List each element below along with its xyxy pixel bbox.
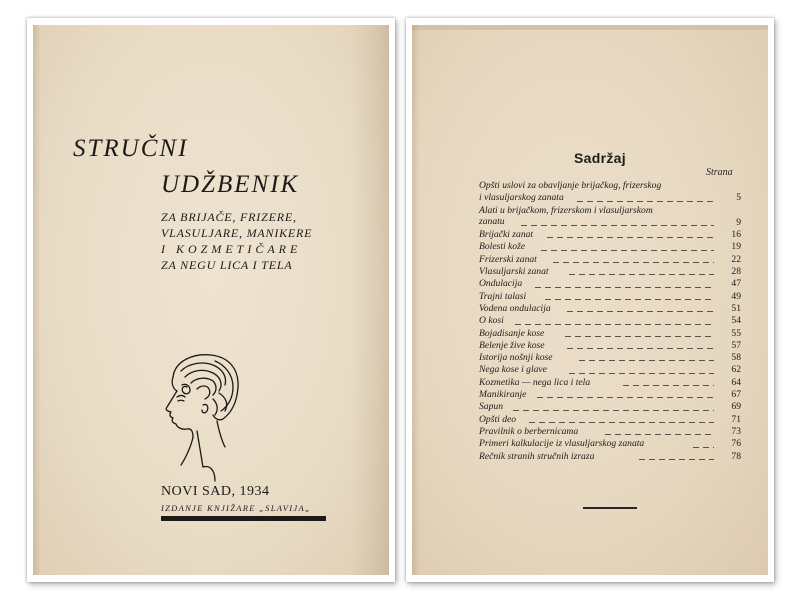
leader-dots (567, 348, 714, 349)
contents-entry (479, 389, 744, 401)
contents-entry (479, 328, 744, 340)
subtitle-line: I KOZMETIČARE (161, 242, 302, 256)
leader-dots (579, 360, 714, 361)
page-top-edge (412, 25, 768, 30)
contents-entry-title: Opšti deo (479, 413, 517, 425)
contents-entry-title: Trajni talasi (479, 290, 527, 302)
contents-entry-title: Pravilnik o berbernicama (479, 425, 579, 437)
contents-entry-title: Bojadisanje kose (479, 327, 545, 339)
leader-dots (569, 274, 714, 275)
page-column-label: Strana (706, 167, 733, 178)
contents-entry-title: Sapun (479, 401, 503, 413)
contents-entry-page: 19 (731, 241, 741, 253)
page-edge-shading (33, 25, 41, 575)
cover-title-line-1: STRUČNI (73, 135, 189, 162)
contents-entry-line-1: Opšti uslovi za obavljanje brijačkog, frizerskog (479, 180, 662, 191)
contents-end-rule (583, 507, 637, 509)
leader-dots (569, 373, 714, 374)
contents-entry (479, 401, 744, 413)
leader-dots (567, 311, 714, 312)
contents-entry-page: 76 (731, 438, 741, 450)
contents-entry-line-1: Alati u brijačkom, frizerskom i vlasuljarskom (479, 204, 653, 216)
contents-entry (479, 315, 744, 327)
contents-list (479, 180, 744, 463)
contents-entry (479, 180, 744, 205)
contents-entry-page: 78 (731, 450, 741, 462)
leader-dots (541, 250, 714, 251)
contents-entry-page: 16 (731, 229, 741, 241)
contents-entry-page: 28 (731, 266, 741, 278)
contents-entry-page: 9 (736, 216, 741, 228)
contents-entry-title: Nega kose i glave (479, 364, 547, 376)
contents-entry-page: 49 (731, 290, 741, 302)
page-fold-shading (349, 25, 389, 575)
contents-entry-page: 64 (731, 376, 741, 388)
contents-photo (406, 18, 774, 582)
contents-page (412, 25, 768, 575)
contents-entry-page: 22 (731, 253, 741, 265)
leader-dots (521, 225, 714, 226)
contents-entry-title: Vlasuljarski zanat (479, 266, 549, 278)
contents-entry (479, 340, 744, 352)
contents-entry-page: 57 (731, 339, 741, 351)
leader-dots (565, 336, 714, 337)
contents-entry (479, 291, 744, 303)
leader-dots (623, 385, 714, 386)
contents-entry-title (479, 180, 704, 203)
page-edge-shading (412, 25, 420, 575)
contents-entry-line-2: zanatu (479, 216, 505, 228)
contents-entry-page: 54 (731, 315, 741, 327)
contents-entry-line-2: i vlasuljarskog zanata (479, 191, 564, 203)
contents-entry-page: 67 (731, 389, 741, 401)
cover-photo (27, 18, 395, 582)
contents-entry-page: 58 (731, 352, 741, 364)
contents-entry-title: Istorija nošnji kose (479, 352, 553, 364)
contents-entry-title: Primeri kalkulacije iz vlasuljarskog zanata (479, 438, 645, 450)
leader-dots (515, 324, 714, 325)
leader-dots (693, 447, 714, 448)
leader-dots (545, 299, 714, 300)
contents-entry (479, 229, 744, 241)
leader-dots (547, 237, 714, 238)
contents-entry (479, 278, 744, 290)
contents-entry-title: Brijački zanat (479, 229, 534, 241)
contents-entry (479, 377, 744, 389)
contents-entry-title: Rečnik stranih stručnih izraza (479, 450, 595, 462)
leader-dots (513, 410, 714, 411)
contents-entry (479, 241, 744, 253)
contents-entry-page: 73 (731, 425, 741, 437)
contents-entry-title: Bolesti kože (479, 241, 526, 253)
contents-entry-title: Vodena ondulacija (479, 302, 551, 314)
contents-entry (479, 426, 744, 438)
contents-entry (479, 364, 744, 376)
contents-entry-title (479, 205, 704, 228)
subtitle-line: ZA NEGU LICA I TELA (161, 258, 293, 272)
contents-entry-title: Manikiranje (479, 389, 527, 401)
cover-publisher: IZDANJE KNJIŽARE „SLAVIJA„ (161, 503, 312, 513)
contents-entry-page: 5 (736, 192, 741, 204)
leader-dots (537, 397, 714, 398)
contents-entry (479, 451, 744, 463)
leader-dots (639, 459, 714, 460)
contents-entry (479, 352, 744, 364)
contents-heading: Sadržaj (574, 150, 626, 166)
contents-entry-page: 69 (731, 401, 741, 413)
contents-entry-page: 62 (731, 364, 741, 376)
contents-entry-title: Frizerski zanat (479, 253, 537, 265)
contents-entry (479, 438, 744, 450)
contents-entry (479, 266, 744, 278)
contents-entry (479, 205, 744, 230)
leader-dots (577, 201, 714, 202)
cover-title-line-2: UDŽBENIK (161, 171, 300, 198)
publisher-underline-bar (161, 516, 326, 521)
cover-subtitle (161, 209, 381, 273)
contents-entry-page: 51 (731, 302, 741, 314)
subtitle-line: ZA BRIJAČE, FRIZERE, (161, 210, 297, 224)
contents-entry (479, 254, 744, 266)
subtitle-line: VLASULJARE, MANIKERE (161, 226, 313, 240)
leader-dots (605, 434, 714, 435)
contents-entry (479, 414, 744, 426)
contents-entry-page: 71 (731, 413, 741, 425)
leader-dots (535, 287, 714, 288)
leader-dots (529, 422, 714, 423)
contents-entry-page: 47 (731, 278, 741, 290)
contents-entry-page: 55 (731, 327, 741, 339)
contents-entry-title: O kosi (479, 315, 504, 327)
cover-place-year: NOVI SAD, 1934 (161, 484, 270, 499)
contents-entry-title: Ondulacija (479, 278, 523, 290)
leader-dots (553, 262, 714, 263)
contents-entry (479, 303, 744, 315)
contents-entry-title: Kozmetika — nega lica i tela (479, 376, 591, 388)
woman-portrait-illustration (153, 347, 263, 497)
cover-page (33, 25, 389, 575)
contents-entry-title: Belenje žive kose (479, 339, 545, 351)
